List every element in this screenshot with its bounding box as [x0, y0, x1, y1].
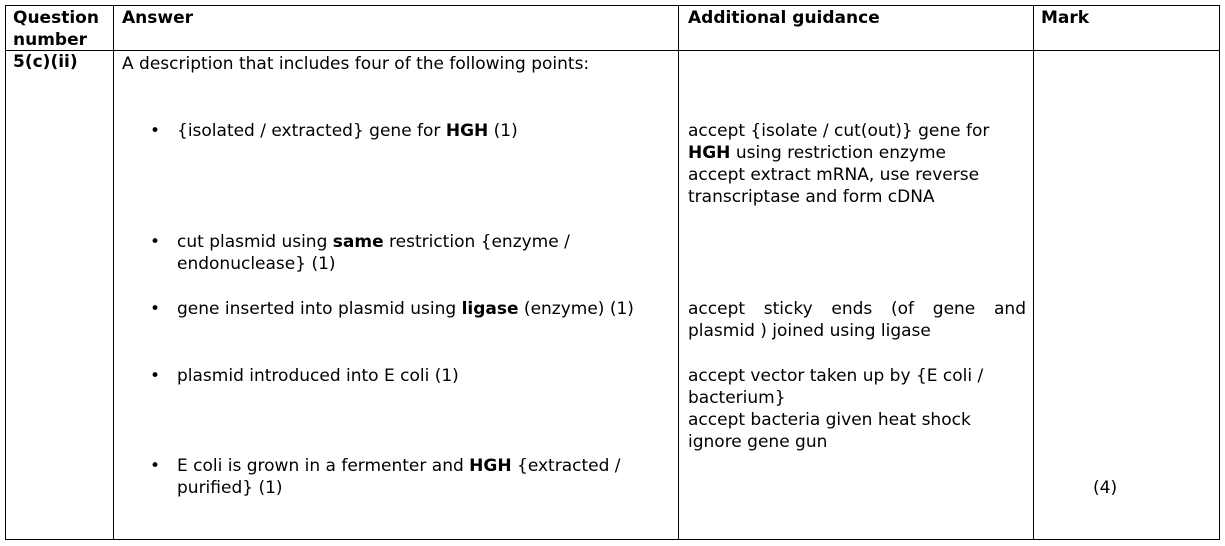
guidance-text: accept vector taken up by {E coli / bacterium} accept bacteria given heat shock ignore gene gun	[688, 366, 984, 452]
header-guidance: Additional guidance	[688, 8, 880, 28]
answer-point: gene inserted into plasmid using ligase (enzyme) (1)	[177, 299, 634, 319]
header-answer: Answer	[122, 8, 193, 28]
answer-point: E coli is grown in a fermenter and HGH {extracted / purified} (1)	[177, 456, 621, 498]
answer-intro: A description that includes four of the following points:	[122, 54, 590, 74]
guidance-text: accept {isolate / cut(out)} gene for HGH using restriction enzyme accept extract mRNA, use reverse transcriptase and form cDNA	[688, 121, 990, 207]
bullet-icon: •	[150, 232, 161, 252]
answer-point: cut plasmid using same restriction {enzyme / endonuclease} (1)	[177, 232, 570, 274]
header-divider	[6, 50, 1219, 51]
answer-point: {isolated / extracted} gene for HGH (1)	[177, 121, 518, 141]
bullet-icon: •	[150, 121, 161, 141]
column-divider	[1033, 6, 1034, 539]
bullet-icon: •	[150, 366, 161, 386]
column-divider	[678, 6, 679, 539]
header-question-number: Question number	[13, 8, 99, 50]
mark-value: (4)	[1093, 478, 1118, 498]
question-number: 5(c)(ii)	[13, 52, 78, 72]
header-mark: Mark	[1041, 8, 1090, 28]
column-divider	[113, 6, 114, 539]
answer-point: plasmid introduced into E coli (1)	[177, 366, 459, 386]
guidance-text: accept sticky ends (of gene and plasmid ) joined using ligase	[688, 299, 1026, 341]
bullet-icon: •	[150, 299, 161, 319]
bullet-icon: •	[150, 456, 161, 476]
